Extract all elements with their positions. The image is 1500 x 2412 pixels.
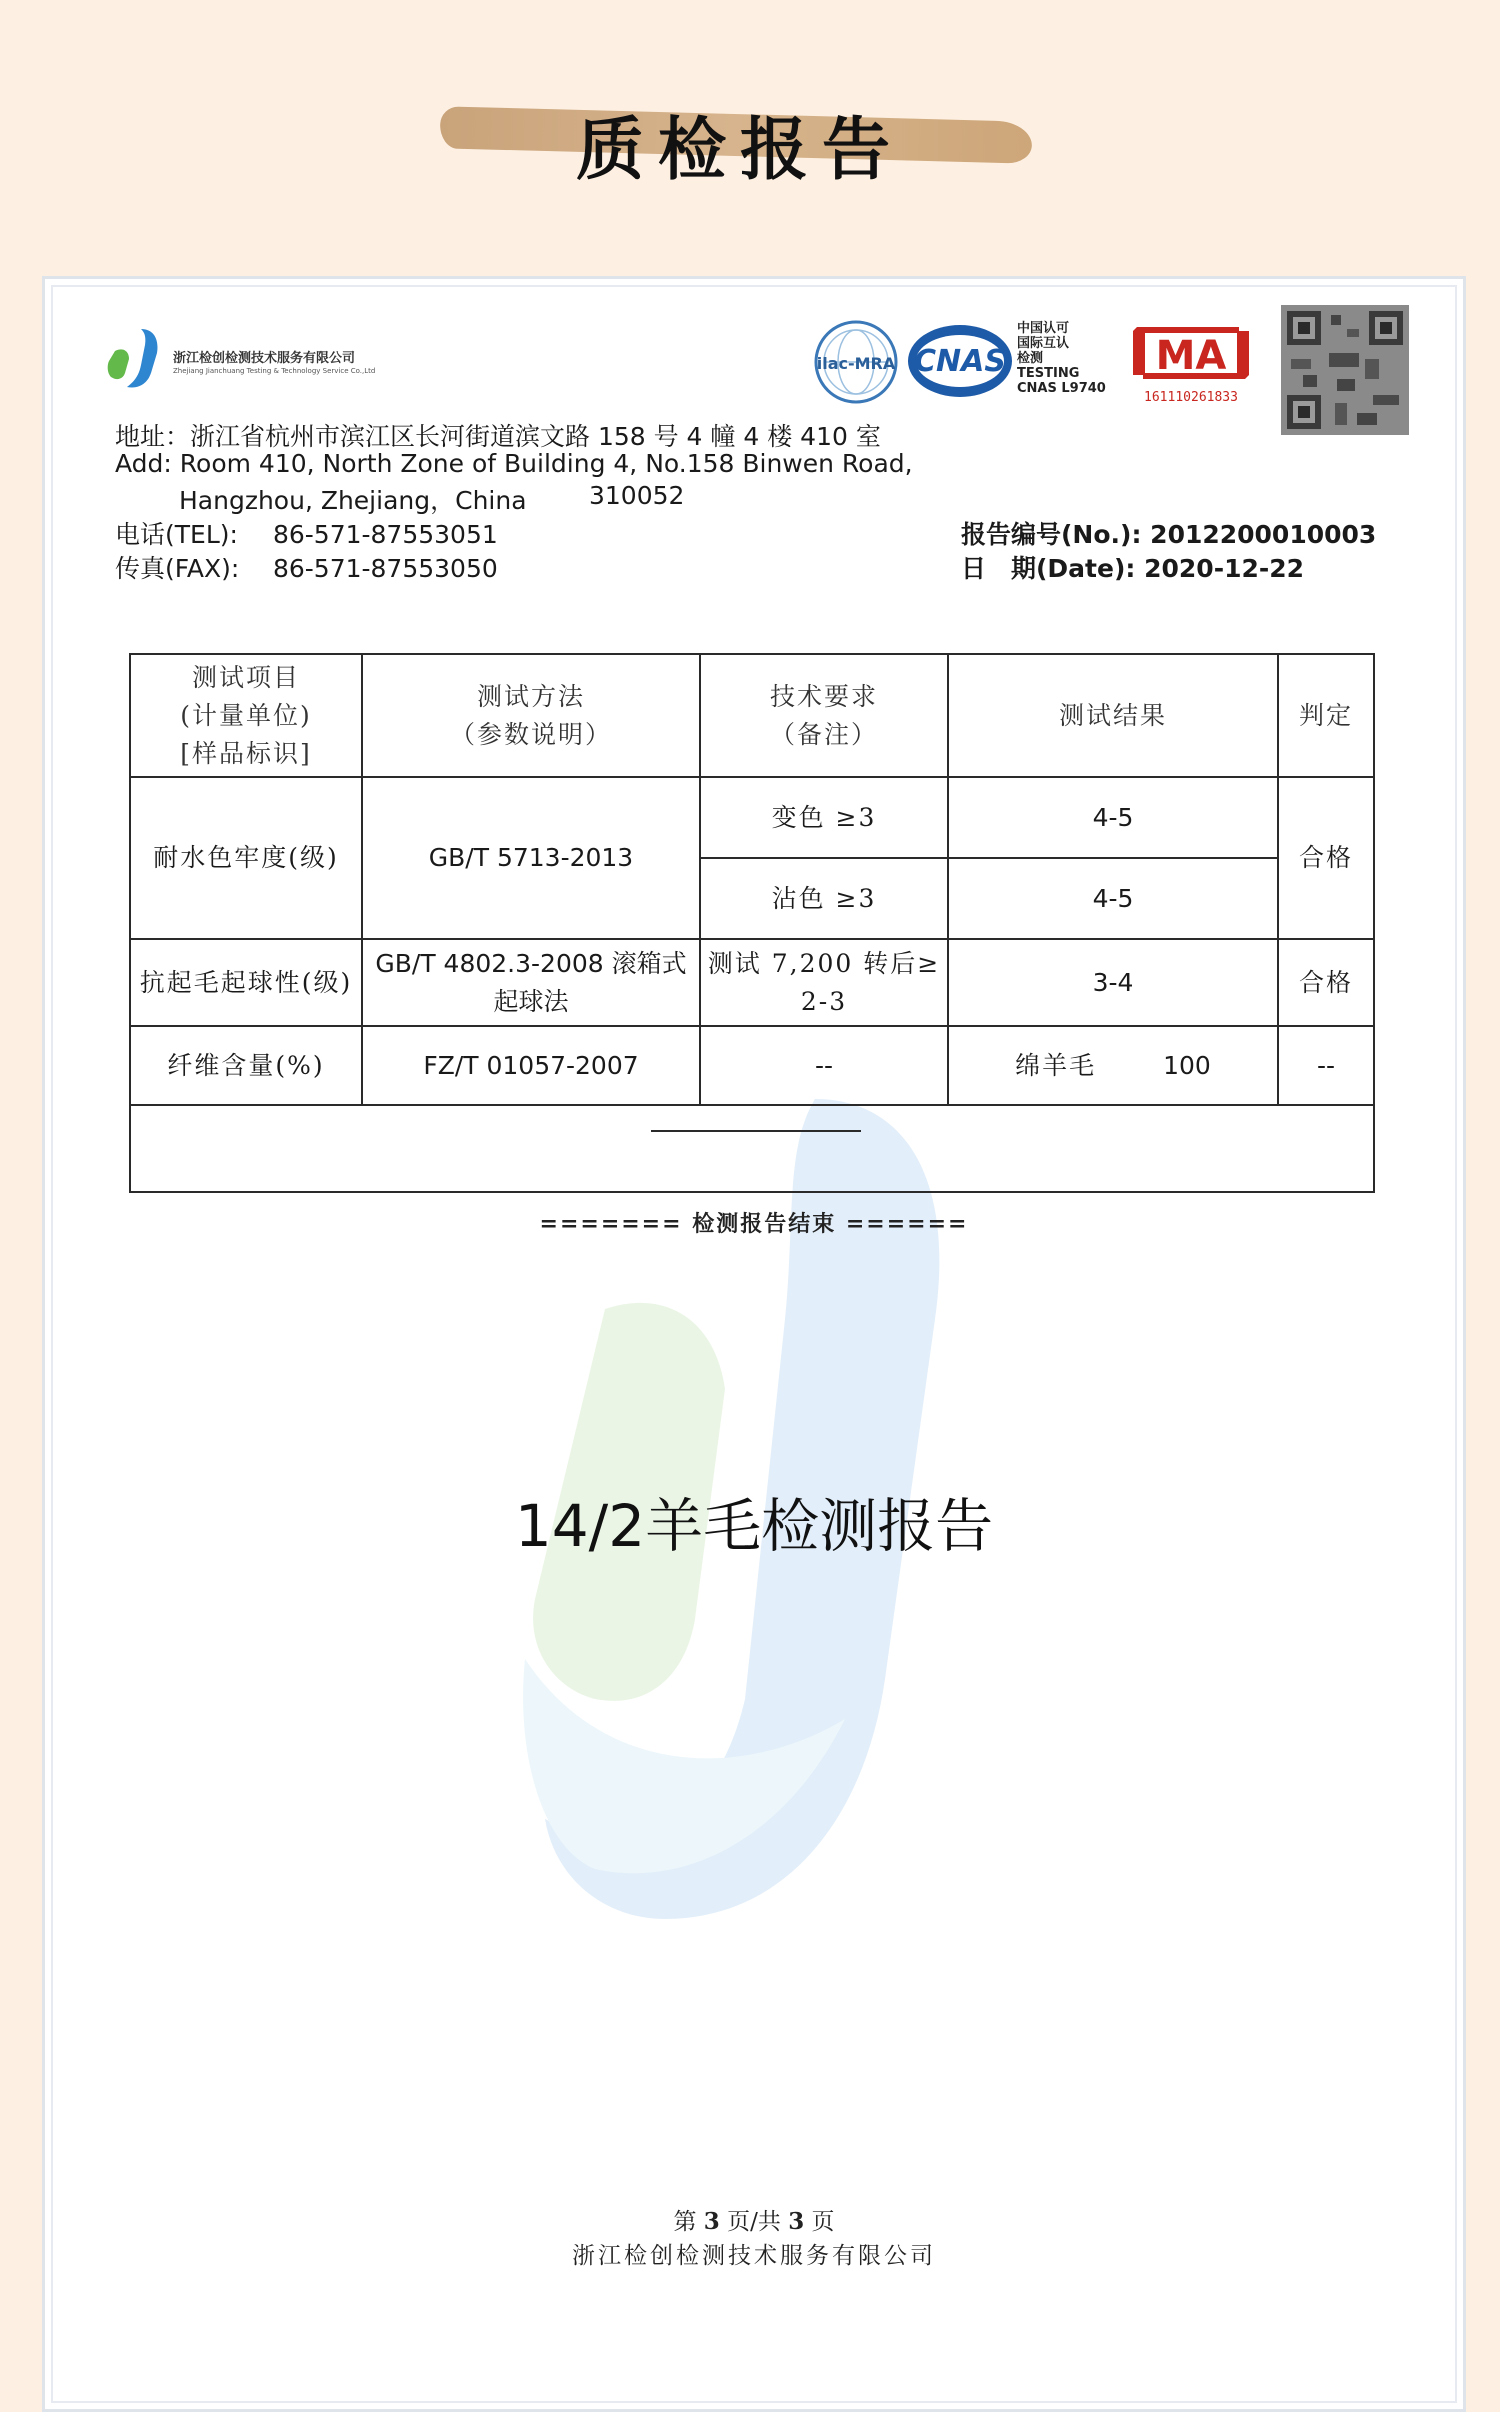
report-no-row: [961, 515, 1376, 551]
blank-cell-underline: [651, 1130, 861, 1132]
header-method-line: 测试方法: [476, 681, 585, 711]
fax-label: 传真(FAX):: [115, 554, 240, 583]
row-result: 4-5: [948, 858, 1278, 939]
table-row: [130, 777, 1374, 858]
tel-row: [115, 515, 498, 551]
address-postcode: 310052: [589, 481, 685, 510]
row-result: 4-5: [948, 777, 1278, 858]
cnas-text-line: CNAS L9740: [1017, 381, 1106, 396]
banner-title: 质检报告: [575, 110, 904, 190]
report-no-value: 2012200010003: [1150, 520, 1377, 549]
table-row: [130, 1026, 1374, 1105]
page-current: 3: [703, 2208, 720, 2235]
header-requirement-line: 技术要求: [769, 681, 878, 711]
report-no-label: 报告编号(No.):: [961, 520, 1142, 549]
qr-code-icon: [1281, 305, 1409, 435]
header-method: [362, 654, 700, 777]
page-mid: 页/共: [727, 2209, 781, 2235]
tel-label: 电话(TEL):: [115, 520, 238, 549]
page-prefix: 第: [673, 2209, 697, 2235]
cnas-label: CNAS: [914, 344, 1006, 379]
footer-company: 浙江检创检测技术服务有限公司: [572, 2243, 936, 2269]
row-result-value: 100: [1163, 1050, 1211, 1080]
table-blank-row: [130, 1105, 1374, 1192]
header-requirement: [700, 654, 948, 777]
header-item: [130, 654, 362, 777]
ilac-label: ilac-MRA: [816, 354, 896, 373]
header-result: 测试结果: [948, 654, 1278, 777]
table-row: [130, 939, 1374, 1026]
header-item-line: 测试项目: [191, 662, 300, 692]
fax-row: [115, 549, 498, 585]
company-logo: [105, 327, 376, 395]
row-requirement: 变色 ≥3: [700, 777, 948, 858]
page-total: 3: [788, 2208, 805, 2235]
cma-logo: [1123, 321, 1259, 409]
company-name-cn: 浙江检创检测技术服务有限公司: [173, 351, 356, 366]
header-item-line: (计量单位): [180, 700, 312, 730]
row-method: GB/T 5713-2013: [362, 777, 700, 939]
report-title: 14/2羊毛检测报告: [514, 1492, 994, 1560]
cnas-text-line: TESTING: [1017, 366, 1080, 381]
header-item-line: [样品标识]: [180, 738, 312, 768]
row-requirement: 测试 7,200 转后≥ 2-3: [700, 939, 948, 1026]
date-row: [961, 549, 1304, 585]
row-requirement: --: [700, 1026, 948, 1105]
header-requirement-line: （备注）: [769, 719, 878, 749]
header-method-line: （参数说明）: [449, 719, 612, 749]
row-result: 3-4: [948, 939, 1278, 1026]
row-verdict: --: [1278, 1026, 1374, 1105]
company-logo-icon: [105, 327, 165, 391]
ilac-mra-logo: [813, 319, 899, 405]
blank-cell: [130, 1105, 1374, 1192]
page-suffix: 页: [811, 2209, 835, 2235]
row-method: GB/T 4802.3-2008 滚箱式起球法: [362, 939, 700, 1026]
date-value: 2020-12-22: [1144, 554, 1305, 583]
cnas-accreditation-text: [1017, 321, 1106, 396]
banner: [440, 92, 1040, 190]
result-table: [129, 653, 1375, 1193]
cnas-logo: [907, 321, 1013, 401]
cma-number: 161110261833: [1144, 390, 1238, 405]
row-result-label: 绵羊毛: [1015, 1050, 1097, 1080]
row-method: FZ/T 01057-2007: [362, 1026, 700, 1105]
page-number: [45, 2203, 1463, 2236]
cnas-text-line: 国际互认: [1017, 336, 1070, 351]
row-verdict: 合格: [1278, 777, 1374, 939]
row-result: [948, 1026, 1278, 1105]
tel-value: 86-571-87553051: [272, 520, 498, 549]
report-end-note: ======= 检测报告结束 ======: [539, 1211, 969, 1237]
table-header-row: [130, 654, 1374, 777]
row-requirement: 沾色 ≥3: [700, 858, 948, 939]
fax-value: 86-571-87553050: [272, 554, 498, 583]
header-verdict: 判定: [1278, 654, 1374, 777]
address-en-line1: Add: Room 410, North Zone of Building 4, No.158 Binwen Road,: [115, 449, 913, 478]
address-en-line2: Hangzhou, Zhejiang，China: [179, 486, 527, 515]
cnas-text-line: 中国认可: [1017, 321, 1070, 336]
row-verdict: 合格: [1278, 939, 1374, 1026]
date-label: 日 期(Date):: [961, 554, 1136, 583]
cnas-text-line: 检测: [1017, 351, 1044, 366]
report-sheet: [42, 276, 1466, 2412]
address-cn: 地址：浙江省杭州市滨江区长河街道滨文路 158 号 4 幢 4 楼 410 室: [115, 422, 881, 451]
company-name-en: Zhejiang Jianchuang Testing & Technology Service Co.,Ltd: [173, 367, 376, 375]
row-item: 纤维含量(%): [130, 1026, 362, 1105]
row-item: 抗起毛起球性(级): [130, 939, 362, 1026]
cma-label: MA: [1155, 333, 1227, 379]
row-item: 耐水色牢度(级): [130, 777, 362, 939]
